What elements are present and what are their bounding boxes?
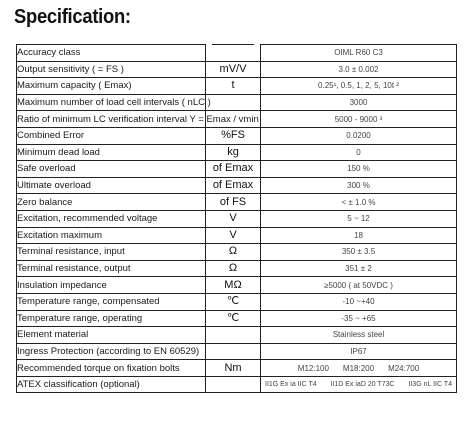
unit-cell: V: [212, 210, 254, 227]
unit-cell: Ω: [212, 244, 254, 261]
table-row: [17, 343, 457, 360]
value-cell: < ± 1.0 %: [261, 194, 457, 211]
unit-cell: t: [212, 78, 254, 95]
value-cell: [261, 360, 457, 377]
unit-cell: ℃: [212, 310, 254, 327]
param-label: Accuracy class: [17, 45, 206, 62]
value-cell: OIML R60 C3: [261, 45, 457, 62]
table-row: [17, 144, 457, 161]
unit-cell: of FS: [212, 194, 254, 211]
table-row: [17, 194, 457, 211]
param-label: Ultimate overload: [17, 177, 206, 194]
atex-value: II3G nL IIC T4: [408, 381, 452, 389]
unit-cell: V: [212, 227, 254, 244]
value-cell: 5 ~ 12: [261, 210, 457, 227]
table-row: [17, 260, 457, 277]
table-row: [17, 310, 457, 327]
value-cell: 5000 - 9000 ³: [261, 111, 457, 128]
param-label: Ratio of minimum LC verification interval Y = Emax / vmin: [17, 111, 206, 128]
table-row: [17, 177, 457, 194]
table-row: [17, 244, 457, 261]
value-cell: 3000: [261, 94, 457, 111]
spec-table-body: [17, 45, 457, 393]
specification-table: [16, 44, 457, 393]
unit-cell: Nm: [212, 360, 254, 377]
unit-cell: of Emax: [212, 161, 254, 178]
table-row: [17, 45, 457, 62]
param-label: Excitation, recommended voltage: [17, 210, 206, 227]
value-cell: 350 ± 3.5: [261, 244, 457, 261]
atex-value: II1G Ex ia IIC T4: [265, 381, 317, 389]
value-cell: IP67: [261, 343, 457, 360]
value-cell: -35 ~ +65: [261, 310, 457, 327]
value-cell: 3.0 ± 0.002: [261, 61, 457, 78]
param-label: Output sensitivity ( = FS ): [17, 61, 206, 78]
param-label: Maximum capacity ( Emax): [17, 78, 206, 95]
value-cell: 150 %: [261, 161, 457, 178]
table-row: [17, 293, 457, 310]
unit-cell: MΩ: [212, 277, 254, 294]
table-row: [17, 227, 457, 244]
table-row: [17, 78, 457, 95]
value-cell: -10 ~+40: [261, 293, 457, 310]
unit-cell: [212, 94, 254, 111]
value-cell: 300 %: [261, 177, 457, 194]
table-row: [17, 360, 457, 377]
atex-values: [261, 377, 456, 392]
param-label: Excitation maximum: [17, 227, 206, 244]
page-title: Specification:: [14, 6, 131, 28]
param-label: Terminal resistance, input: [17, 244, 206, 261]
unit-cell: kg: [212, 144, 254, 161]
unit-cell: [212, 376, 254, 393]
param-label: Terminal resistance, output: [17, 260, 206, 277]
atex-value: II1D Ex iaD 20 T73C: [330, 381, 395, 389]
param-label: Temperature range, operating: [17, 310, 206, 327]
unit-cell: [212, 45, 254, 62]
table-row: [17, 61, 457, 78]
param-label: Minimum dead load: [17, 144, 206, 161]
torque-values: [261, 361, 456, 376]
value-cell: 351 ± 2: [261, 260, 457, 277]
value-cell: 0.0200: [261, 127, 457, 144]
unit-cell: [212, 343, 254, 360]
param-label: Zero balance: [17, 194, 206, 211]
param-label: Maximum number of load cell intervals ( nLC ): [17, 94, 206, 111]
param-label: Element material: [17, 327, 206, 344]
torque-value: M24:700: [388, 363, 420, 373]
table-row: [17, 161, 457, 178]
unit-cell: ℃: [212, 293, 254, 310]
param-label: Temperature range, compensated: [17, 293, 206, 310]
value-cell: 0: [261, 144, 457, 161]
param-label: ATEX classification (optional): [17, 376, 206, 393]
torque-value: M12:100: [297, 363, 329, 373]
value-cell: 18: [261, 227, 457, 244]
table-row: [17, 376, 457, 393]
table-row: [17, 327, 457, 344]
table-row: [17, 277, 457, 294]
torque-value: M18:200: [342, 363, 375, 373]
table-row: [17, 210, 457, 227]
param-label: Recommended torque on fixation bolts: [17, 360, 206, 377]
param-label: Combined Error: [17, 127, 206, 144]
table-row: [17, 94, 457, 111]
unit-cell: of Emax: [212, 177, 254, 194]
value-cell: [261, 376, 457, 393]
value-cell: ≥5000 ( at 50VDC ): [261, 277, 457, 294]
param-label: Safe overload: [17, 161, 206, 178]
unit-cell: [212, 327, 254, 344]
param-label: Ingress Protection (according to EN 60529): [17, 343, 206, 360]
unit-cell: mV/V: [212, 61, 254, 78]
value-cell: 0.25¹, 0.5, 1, 2, 5, 10t ²: [261, 78, 457, 95]
unit-cell: %FS: [212, 127, 254, 144]
unit-cell: Ω: [212, 260, 254, 277]
table-row: [17, 111, 457, 128]
param-label: Insulation impedance: [17, 277, 206, 294]
value-cell: Stainless steel: [261, 327, 457, 344]
table-row: [17, 127, 457, 144]
